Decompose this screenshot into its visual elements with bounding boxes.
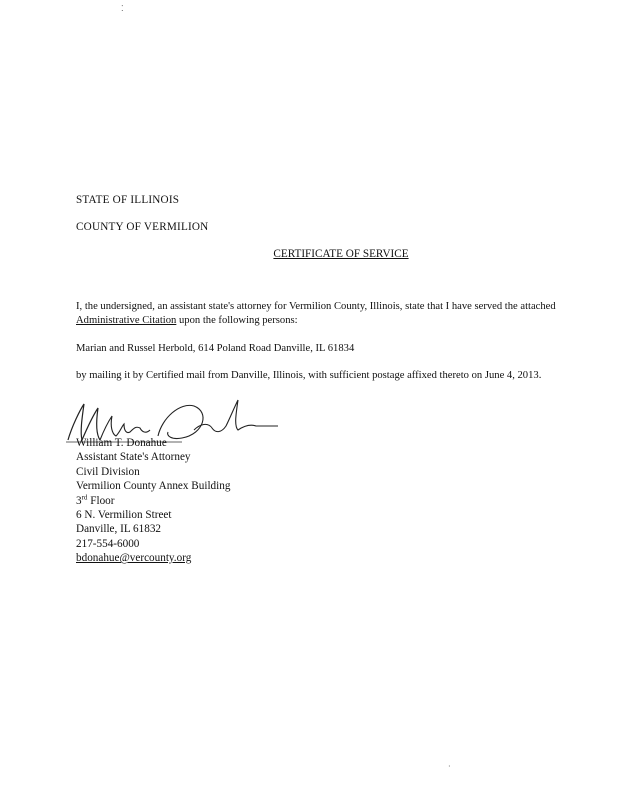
signature-block (76, 436, 230, 566)
signer-title: Assistant State's Attorney (76, 451, 191, 464)
signer-building: Vermilion County Annex Building (76, 480, 231, 493)
floor-number: 3 (76, 494, 82, 507)
signer-name: William T. Donahue (76, 437, 167, 449)
signer-phone: 217-554-6000 (76, 537, 140, 550)
service-paragraph (76, 300, 556, 328)
county-heading: COUNTY OF VERMILION (76, 221, 209, 233)
signer-email-link[interactable]: bdonahue@vercounty.org (76, 552, 192, 565)
document-title: CERTIFICATE OF SERVICE (273, 248, 409, 260)
scan-speck: ⁚ (121, 4, 124, 13)
signer-city: Danville, IL 61832 (76, 523, 162, 536)
floor-suffix: rd (81, 492, 88, 501)
service-text-end: upon the following persons: (176, 315, 298, 327)
scan-speck: · (448, 762, 451, 771)
administrative-citation-link: Administrative Citation (76, 315, 177, 327)
floor-word: Floor (87, 494, 115, 507)
recipients-line: Marian and Russel Herbold, 614 Poland Road Danville, IL 61834 (76, 343, 355, 354)
signer-floor (76, 494, 230, 508)
signer-street: 6 N. Vermilion Street (76, 509, 172, 522)
service-text-start: I, the undersigned, an assistant state's attorney for Vermilion County, Illinois, state that I have served the attached (76, 301, 556, 312)
mailing-paragraph: by mailing it by Certified mail from Danville, Illinois, with sufficient postage affixed thereto on June 4, 2013. (76, 370, 542, 381)
document-title-row (0, 248, 624, 260)
state-heading: STATE OF ILLINOIS (76, 194, 180, 206)
signer-division: Civil Division (76, 465, 140, 478)
